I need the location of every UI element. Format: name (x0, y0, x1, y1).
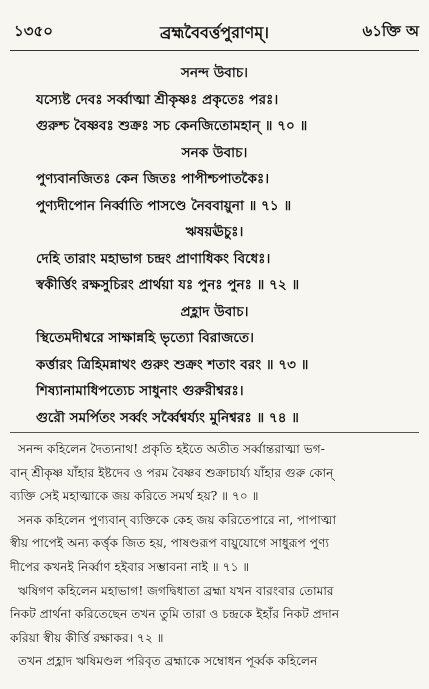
folio-mark: ৬১ক্তি অ (362, 22, 419, 40)
speaker-line: প্রহ্লাদ উবাচ। (180, 303, 249, 320)
verse-line: স্বকীর্ত্তিং রক্ষসুচিরং প্রার্থয়া যঃ পুনঃ পুনঃ ॥ ৭২ ॥ (36, 277, 300, 293)
verse-line: কর্ত্তারং ত্রিহিমন্নাথং গুরুং শুক্রং শতাং বরং ॥ ৭৩ ॥ (36, 356, 309, 373)
translation-line: স্বীয় পাপেই অন্য কর্ত্তৃক জিত হয়, পাষণ্ডরূপ বায়ুযোগে সাধুরূপ পুণ্য (10, 536, 329, 551)
running-title: ব্রহ্মবৈবর্ত্তপুরাণম্। (160, 23, 269, 42)
speaker-line: সনন্দ উবাচ। (180, 65, 249, 81)
section-divider (10, 432, 419, 433)
verse-line: গুরৌ সমর্পিতং সর্ব্বং সর্ব্বৈশ্বর্য্যং মুনিশ্বরঃ ॥ ৭৪ ॥ (36, 409, 300, 426)
translation-line: সনন্দ কহিলেন দৈত্যনাথ! প্রকৃতি হইতে অতীত সর্ব্বান্তরাত্মা ভগ- (18, 442, 325, 456)
translation-line: বান্ শ্রীকৃষ্ণ যাঁহার ইষ্টদেব ও পরম বৈষ্ণব শুক্রাচার্য্য যাঁহার গুরু কোন্ (10, 465, 334, 480)
translation-line: ঋষিগণ কহিলেন মহাভাগ! জগদ্বিধাতা ব্রহ্মা যখন বারংবার তোমার (18, 583, 334, 598)
speaker-line: ঋষয়ঊচুঃ। (185, 224, 244, 240)
header-rule (10, 50, 419, 51)
translation-line: নিকট প্রার্থনা করিতেছেন তখন তুমি তারা ও চন্দ্রকে ইহাঁর নিকট প্রদান (10, 607, 340, 622)
translation-line: সনক কহিলেন পুণ্যবান্ ব্যক্তিকে কেহ জয় করিতেপারে না, পাপাত্মা (18, 512, 337, 527)
page-number: ১৩৫০ (14, 22, 53, 40)
verse-line: শিষ্যানামাধিপত্যেচ সাধুনাং গুরুরীশ্বরঃ। (36, 383, 244, 399)
translation-line: তখন প্রহ্লাদ ঋষিমণ্ডল পরিবৃত ব্রহ্মাকে সম্বোধন পূর্ব্বক কহিলেন (18, 654, 318, 669)
translation-line: দীপের কখনই নির্ব্বাণ হইবার সম্ভাবনা নাই ॥ ৭১ ॥ (10, 559, 250, 574)
translation-line: করিয়া স্বীয় কীর্ত্তি রক্ষাকর। ৭২ ॥ (10, 630, 164, 645)
verse-line: গুরুশ্চ বৈষ্ণবঃ শুক্রঃ সচ কেনজিতোমহান্ ॥ ৭০ ॥ (36, 118, 308, 134)
verse-line: দেহি তারাং মহাভাগ চন্দ্রং প্রাণাধিকং বিধেঃ। (36, 250, 271, 267)
speaker-line: সনক উবাচ। (181, 144, 248, 161)
verse-line: স্থিতেমদীশ্বরে সাক্ষান্নহি ভৃত্যো বিরাজতে। (36, 330, 254, 346)
verse-line: পুণ্যবানজিতঃ কেন জিতঃ পাপীশ্চপাতকৈঃ। (36, 171, 270, 187)
translation-line: ব্যক্তি সেই মহাত্মাকে জয় করিতে সমর্থ হয়? ॥ ৭০ ॥ (10, 489, 259, 504)
bengali-translation (0, 438, 429, 674)
verse-line: পুণ্যদীপোন নির্ব্বাতি পাসণ্ডে নৈববায়ুনা ॥ ৭১ ॥ (36, 197, 292, 214)
verse-line: যস্যেষ্ট দেবঃ সর্ব্বাত্মা শ্রীকৃষ্ণঃ প্রকৃতেঃ পরঃ। (36, 91, 279, 108)
sanskrit-verses (0, 60, 429, 431)
page-header (0, 20, 429, 46)
